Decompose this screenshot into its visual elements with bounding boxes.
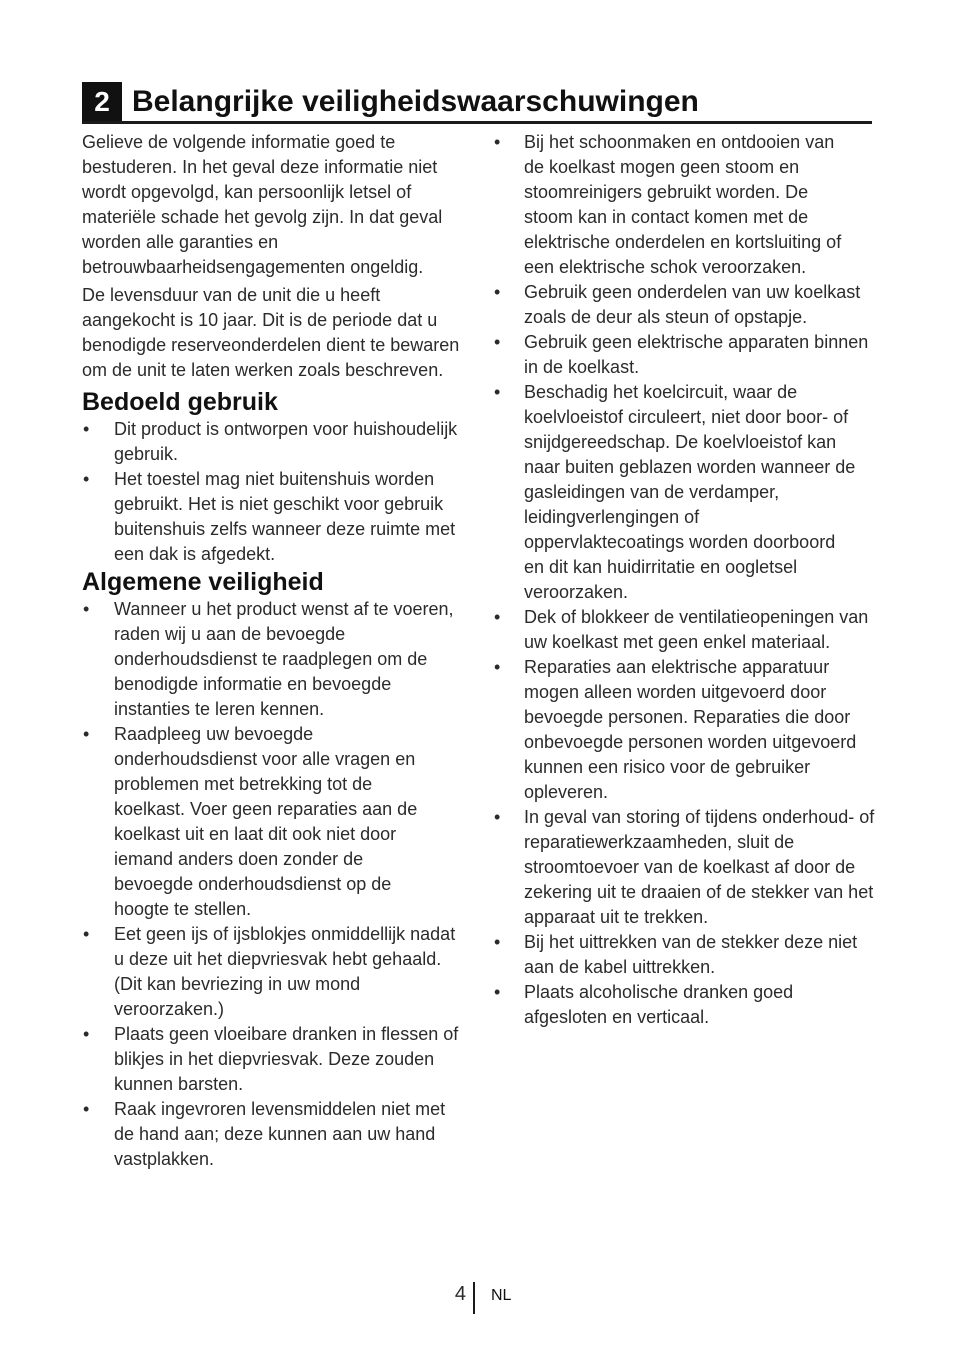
list-item-text: Eet geen ijs of ijsblokjes onmiddellijk nadat u deze uit het diepvriesvak hebt gehaald. (Dit kan bevriezing in uw mond veroorzaken.)	[114, 924, 456, 1019]
list-item	[493, 805, 878, 930]
section-heading-general-safety: Algemene veiligheid	[82, 568, 324, 596]
bullet-icon: •	[494, 282, 501, 302]
bullet-icon: •	[83, 924, 90, 944]
list-item-text: Reparaties aan elektrische apparatuur mogen alleen worden uitgevoerd door bevoegde personen. Reparaties die door onbevoegde personen worden uitgevoerd kunnen een risico voor de gebruiker opleveren.	[524, 657, 857, 802]
list-item-text: Gebruik geen onderdelen van uw koelkast zoals de deur als steun of opstapje.	[524, 282, 861, 327]
bullet-icon: •	[494, 932, 501, 952]
footer-divider	[473, 1282, 475, 1314]
bullet-icon: •	[83, 599, 90, 619]
list-item	[493, 330, 878, 380]
intro-paragraph: Gelieve de volgende informatie goed te bestuderen. In het geval deze informatie niet wordt opgevolgd, kan persoonlijk letsel of materiële schade het gevolg zijn. In dat geval worden alle garanties en betrouwbaarheidsengagementen ongeldig.	[82, 132, 443, 277]
bullet-icon: •	[83, 469, 90, 489]
list-item-text: Beschadig het koelcircuit, waar de koelvloeistof circuleert, niet door boor- of snijdgereedschap. De koelvloeistof kan naar buiten geblazen worden wanneer de gasleidingen van de verdamper, leidingverlengingen of oppervlaktecoatings worden doorboord en dit kan huidirritatie en oogletsel veroorzaken.	[524, 382, 856, 602]
bullet-icon: •	[494, 607, 501, 627]
list-item-text: Gebruik geen elektrische apparaten binnen in de koelkast.	[524, 332, 869, 377]
page-title: Belangrijke veiligheidswaarschuwingen	[132, 85, 699, 118]
list-item	[493, 605, 878, 655]
list-item	[493, 655, 878, 805]
bullet-icon: •	[83, 1099, 90, 1119]
right-column	[493, 130, 878, 1030]
page-number: 4	[454, 1283, 466, 1305]
list-item-text: In geval van storing of tijdens onderhoud- of reparatiewerkzaamheden, sluit de stroomtoevoer van de koelkast af door de zekering uit te draaien of de stekker van het apparaat uit te trekken.	[524, 807, 875, 927]
bullet-icon: •	[83, 724, 90, 744]
list-item	[82, 1097, 467, 1172]
list-item	[82, 417, 467, 467]
section-header	[82, 82, 872, 124]
list-item	[82, 922, 467, 1022]
section-heading-intended-use: Bedoeld gebruik	[82, 388, 278, 416]
bullet-icon: •	[494, 657, 501, 677]
bullet-icon: •	[83, 1024, 90, 1044]
list-item	[493, 930, 878, 980]
list-item-text: Dit product is ontworpen voor huishoudelijk gebruik.	[114, 419, 458, 464]
section-number: 2	[82, 82, 122, 121]
list-item	[493, 980, 878, 1030]
intended-use-list	[82, 417, 467, 567]
list-item-text: Plaats geen vloeibare dranken in flessen of blikjes in het diepvriesvak. Deze zouden kunnen barsten.	[114, 1024, 459, 1094]
language-code: NL	[491, 1287, 512, 1304]
list-item	[82, 722, 467, 922]
general-safety-list	[82, 597, 467, 1172]
list-item-text: Het toestel mag niet buitenshuis worden gebruikt. Het is niet geschikt voor gebruik buitenshuis zelfs wanneer deze ruimte met een dak is afgedekt.	[114, 469, 456, 564]
list-item-text: Plaats alcoholische dranken goed afgesloten en verticaal.	[524, 982, 794, 1027]
list-item-text: Wanneer u het product wenst af te voeren, raden wij u aan de bevoegde onderhoudsdienst te raadplegen om de benodigde informatie en bevoegde instanties te leren kennen.	[114, 599, 454, 719]
list-item	[82, 1022, 467, 1097]
list-item	[82, 467, 467, 567]
bullet-icon: •	[494, 807, 501, 827]
list-item-text: Dek of blokkeer de ventilatieopeningen van uw koelkast met geen enkel materiaal.	[524, 607, 869, 652]
bullet-icon: •	[494, 982, 501, 1002]
bullet-icon: •	[83, 419, 90, 439]
bullet-icon: •	[494, 132, 501, 152]
bullet-icon: •	[494, 382, 501, 402]
bullet-icon: •	[494, 332, 501, 352]
list-item-text: Raak ingevroren levensmiddelen niet met de hand aan; deze kunnen aan uw hand vastplakken.	[114, 1099, 446, 1169]
left-column	[82, 130, 465, 1172]
list-item	[493, 380, 878, 605]
list-item	[493, 280, 878, 330]
list-item-text: Bij het uittrekken van de stekker deze niet aan de kabel uittrekken.	[524, 932, 858, 977]
list-item-text: Bij het schoonmaken en ontdooien van de koelkast mogen geen stoom en stoomreinigers gebruikt worden. De stoom kan in contact komen met de elektrische onderdelen en kortsluiting of een elektrische schok veroorzaken.	[524, 132, 842, 277]
intro-paragraph: De levensduur van de unit die u heeft aangekocht is 10 jaar. Dit is de periode dat u benodigde reserveonderdelen dient te bewaren om de unit te laten werken zoals beschreven.	[82, 285, 460, 380]
general-safety-list-continued	[493, 130, 878, 1030]
list-item	[493, 130, 878, 280]
list-item-text: Raadpleeg uw bevoegde onderhoudsdienst voor alle vragen en problemen met betrekking tot de koelkast. Voer geen reparaties aan de koelkast uit en laat dit ook niet door iemand anders doen zonder de bevoegde onderhoudsdienst op de hoogte te stellen.	[114, 724, 418, 919]
list-item	[82, 597, 467, 722]
